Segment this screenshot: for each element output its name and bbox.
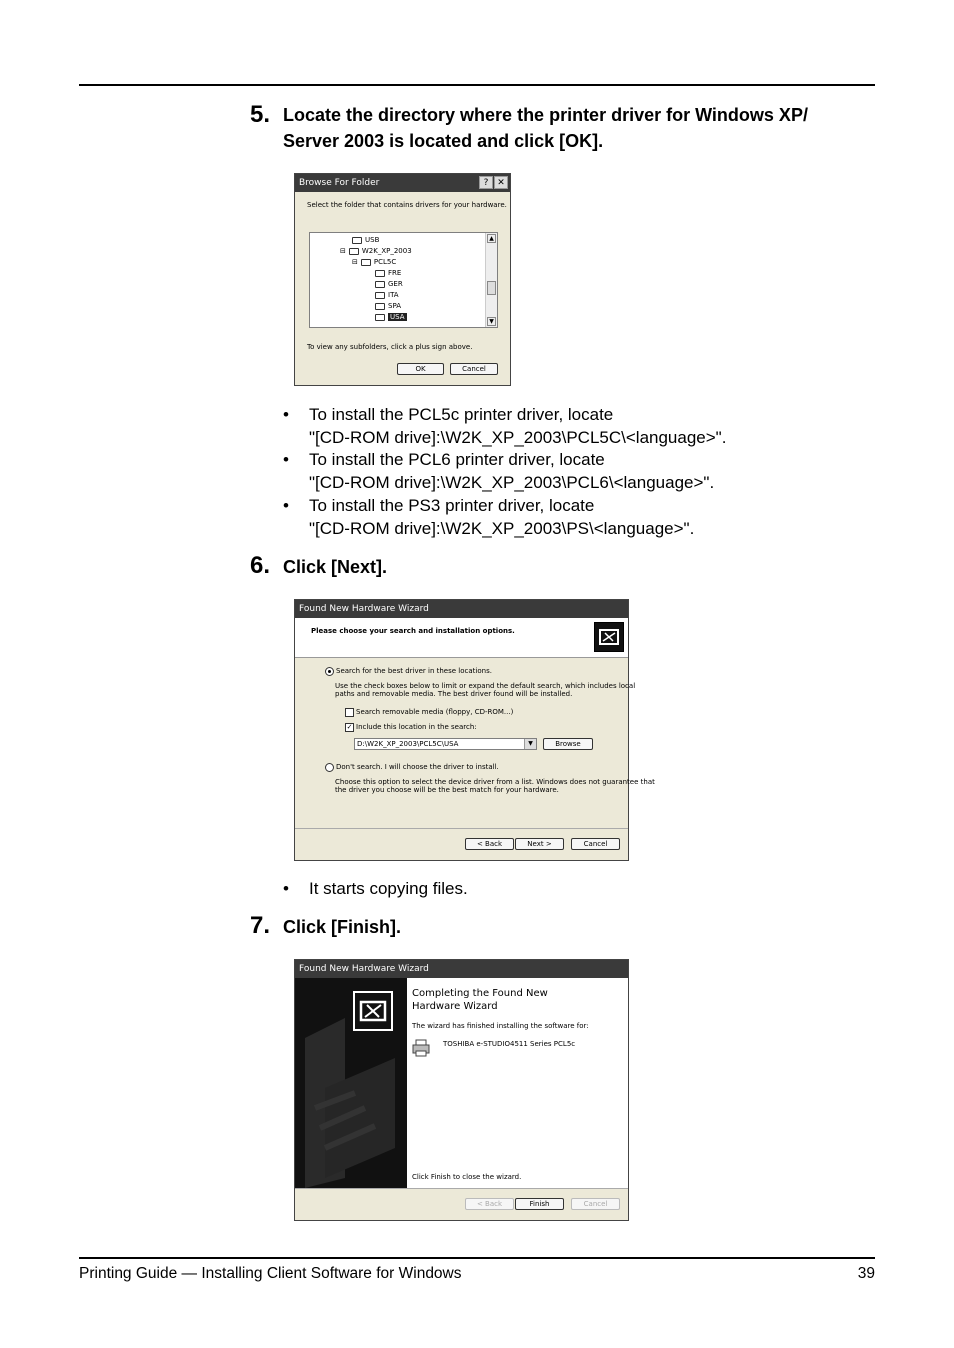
browse-folder-dialog	[294, 173, 511, 386]
checkbox-include[interactable]: ✓	[346, 723, 353, 731]
scroll-thumb[interactable]	[487, 281, 496, 295]
dont-search-description-line-2: the driver you choose will be the best match for your hardware.	[335, 786, 559, 794]
chevron-down-icon[interactable]: ▼	[524, 739, 536, 749]
back-button: < Back	[465, 1198, 514, 1210]
folder-icon	[375, 292, 385, 299]
printer-icon	[412, 1038, 430, 1058]
step-6-bullets	[283, 878, 468, 901]
scroll-up-icon[interactable]: ▲	[487, 234, 496, 243]
folder-icon	[375, 314, 385, 321]
close-instruction: Click Finish to close the wizard.	[412, 1173, 522, 1181]
tree-item-ger[interactable]: GER	[375, 280, 403, 288]
folder-icon	[375, 270, 385, 277]
folder-icon	[375, 303, 385, 310]
radio-dot	[328, 670, 331, 673]
browse-instruction: Select the folder that contains drivers for your hardware.	[307, 201, 507, 209]
top-rule	[79, 84, 875, 86]
collapse-icon[interactable]: ⊟	[340, 247, 346, 255]
wizard-content-panel	[407, 978, 628, 1188]
help-icon[interactable]: ?	[479, 176, 493, 189]
wizard-divider	[295, 1188, 628, 1189]
dialog-title: Browse For Folder	[299, 178, 380, 188]
folder-icon	[375, 281, 385, 288]
back-button[interactable]: < Back	[465, 838, 514, 850]
wizard-titlebar	[295, 600, 628, 618]
radio-dont-search-label: Don't search. I will choose the driver to install.	[336, 763, 499, 771]
completion-heading: Completing the Found New Hardware Wizard	[412, 988, 548, 1012]
list-item: • To install the PCL5c printer driver, locate "[CD-ROM drive]:\W2K_XP_2003\PCL5C\<language>".	[283, 404, 726, 449]
dialog-titlebar	[295, 174, 510, 192]
finished-text: The wizard has finished installing the software for:	[412, 1022, 589, 1030]
wizard-title: Found New Hardware Wizard	[299, 604, 429, 614]
path-combobox[interactable]	[354, 738, 537, 750]
page-number: 39	[857, 1265, 875, 1282]
folder-icon	[352, 237, 362, 244]
tree-item-ita[interactable]: ITA	[375, 291, 399, 299]
list-item: • It starts copying files.	[283, 878, 468, 901]
step-5-text	[283, 102, 808, 154]
browse-button[interactable]: Browse	[543, 738, 593, 750]
checkbox-removable[interactable]	[345, 708, 354, 717]
hardware-wizard-icon	[353, 991, 393, 1031]
path-value: D:\W2K_XP_2003\PCL5C\USA	[357, 740, 459, 748]
search-description-line-2: paths and removable media. The best driver found will be installed.	[335, 690, 573, 698]
radio-dont-search[interactable]	[325, 763, 334, 772]
hardware-wizard-icon	[594, 622, 624, 652]
checkbox-include-label: Include this location in the search:	[356, 723, 477, 731]
dont-search-description-line-1: Choose this option to select the device driver from a list. Windows does not guarantee that	[335, 778, 655, 786]
tree-item-usa[interactable]: USA	[375, 313, 407, 321]
step-6-text: Click [Next].	[283, 557, 388, 577]
wizard-header-text: Please choose your search and installation options.	[311, 627, 515, 635]
radio-search-label: Search for the best driver in these locations.	[336, 667, 492, 675]
checkbox-removable-label: Search removable media (floppy, CD-ROM...)	[356, 708, 514, 716]
tree-item-fre[interactable]: FRE	[375, 269, 401, 277]
folder-tree[interactable]	[309, 232, 498, 328]
radio-search[interactable]	[325, 667, 334, 676]
tree-item-w2k-xp-2003[interactable]: ⊟ W2K_XP_2003	[340, 247, 412, 255]
folder-icon	[361, 259, 371, 266]
wizard-search-dialog	[294, 599, 655, 861]
footer-rule	[79, 1257, 875, 1259]
step-5-bullets	[283, 404, 726, 540]
cancel-button[interactable]: Cancel	[571, 838, 620, 850]
tree-scrollbar[interactable]	[485, 233, 497, 327]
wizard-header-panel	[295, 618, 628, 658]
search-description-line-1: Use the check boxes below to limit or expand the default search, which includes local	[335, 682, 636, 690]
step-6-number: 6.	[250, 552, 271, 579]
step-5-line-1: Locate the directory where the printer driver for Windows XP/	[283, 105, 808, 125]
cancel-button[interactable]: Cancel	[450, 363, 498, 375]
ok-button[interactable]: OK	[397, 363, 444, 375]
wizard-finish-dialog	[294, 959, 629, 1221]
wizard-title: Found New Hardware Wizard	[299, 964, 429, 974]
list-item: • To install the PCL6 printer driver, locate "[CD-ROM drive]:\W2K_XP_2003\PCL6\<language>".	[283, 449, 726, 494]
next-button[interactable]: Next >	[515, 838, 564, 850]
wizard-divider	[295, 828, 628, 829]
step-7-number: 7.	[250, 912, 271, 939]
list-item: • To install the PS3 printer driver, locate "[CD-ROM drive]:\W2K_XP_2003\PS\<language>".	[283, 495, 726, 540]
collapse-icon[interactable]: ⊟	[352, 258, 358, 266]
scroll-down-icon[interactable]: ▼	[487, 317, 496, 326]
tree-item-pcl5c[interactable]: ⊟ PCL5C	[352, 258, 397, 266]
finish-button[interactable]: Finish	[515, 1198, 564, 1210]
browse-hint: To view any subfolders, click a plus sign above.	[307, 343, 473, 351]
wizard-titlebar	[295, 960, 628, 978]
tree-item-usb[interactable]: USB	[352, 236, 379, 244]
device-name: TOSHIBA e-STUDIO4511 Series PCL5c	[443, 1040, 576, 1048]
step-5-line-2: Server 2003 is located and click [OK].	[283, 131, 604, 151]
wizard-side-panel	[295, 978, 407, 1188]
tree-item-spa[interactable]: SPA	[375, 302, 401, 310]
footer-title: Printing Guide — Installing Client Software for Windows	[79, 1265, 462, 1282]
cancel-button: Cancel	[571, 1198, 620, 1210]
step-7-text: Click [Finish].	[283, 917, 402, 937]
step-5-number: 5.	[250, 101, 271, 128]
close-icon[interactable]: ✕	[494, 176, 508, 189]
folder-icon	[349, 248, 359, 255]
